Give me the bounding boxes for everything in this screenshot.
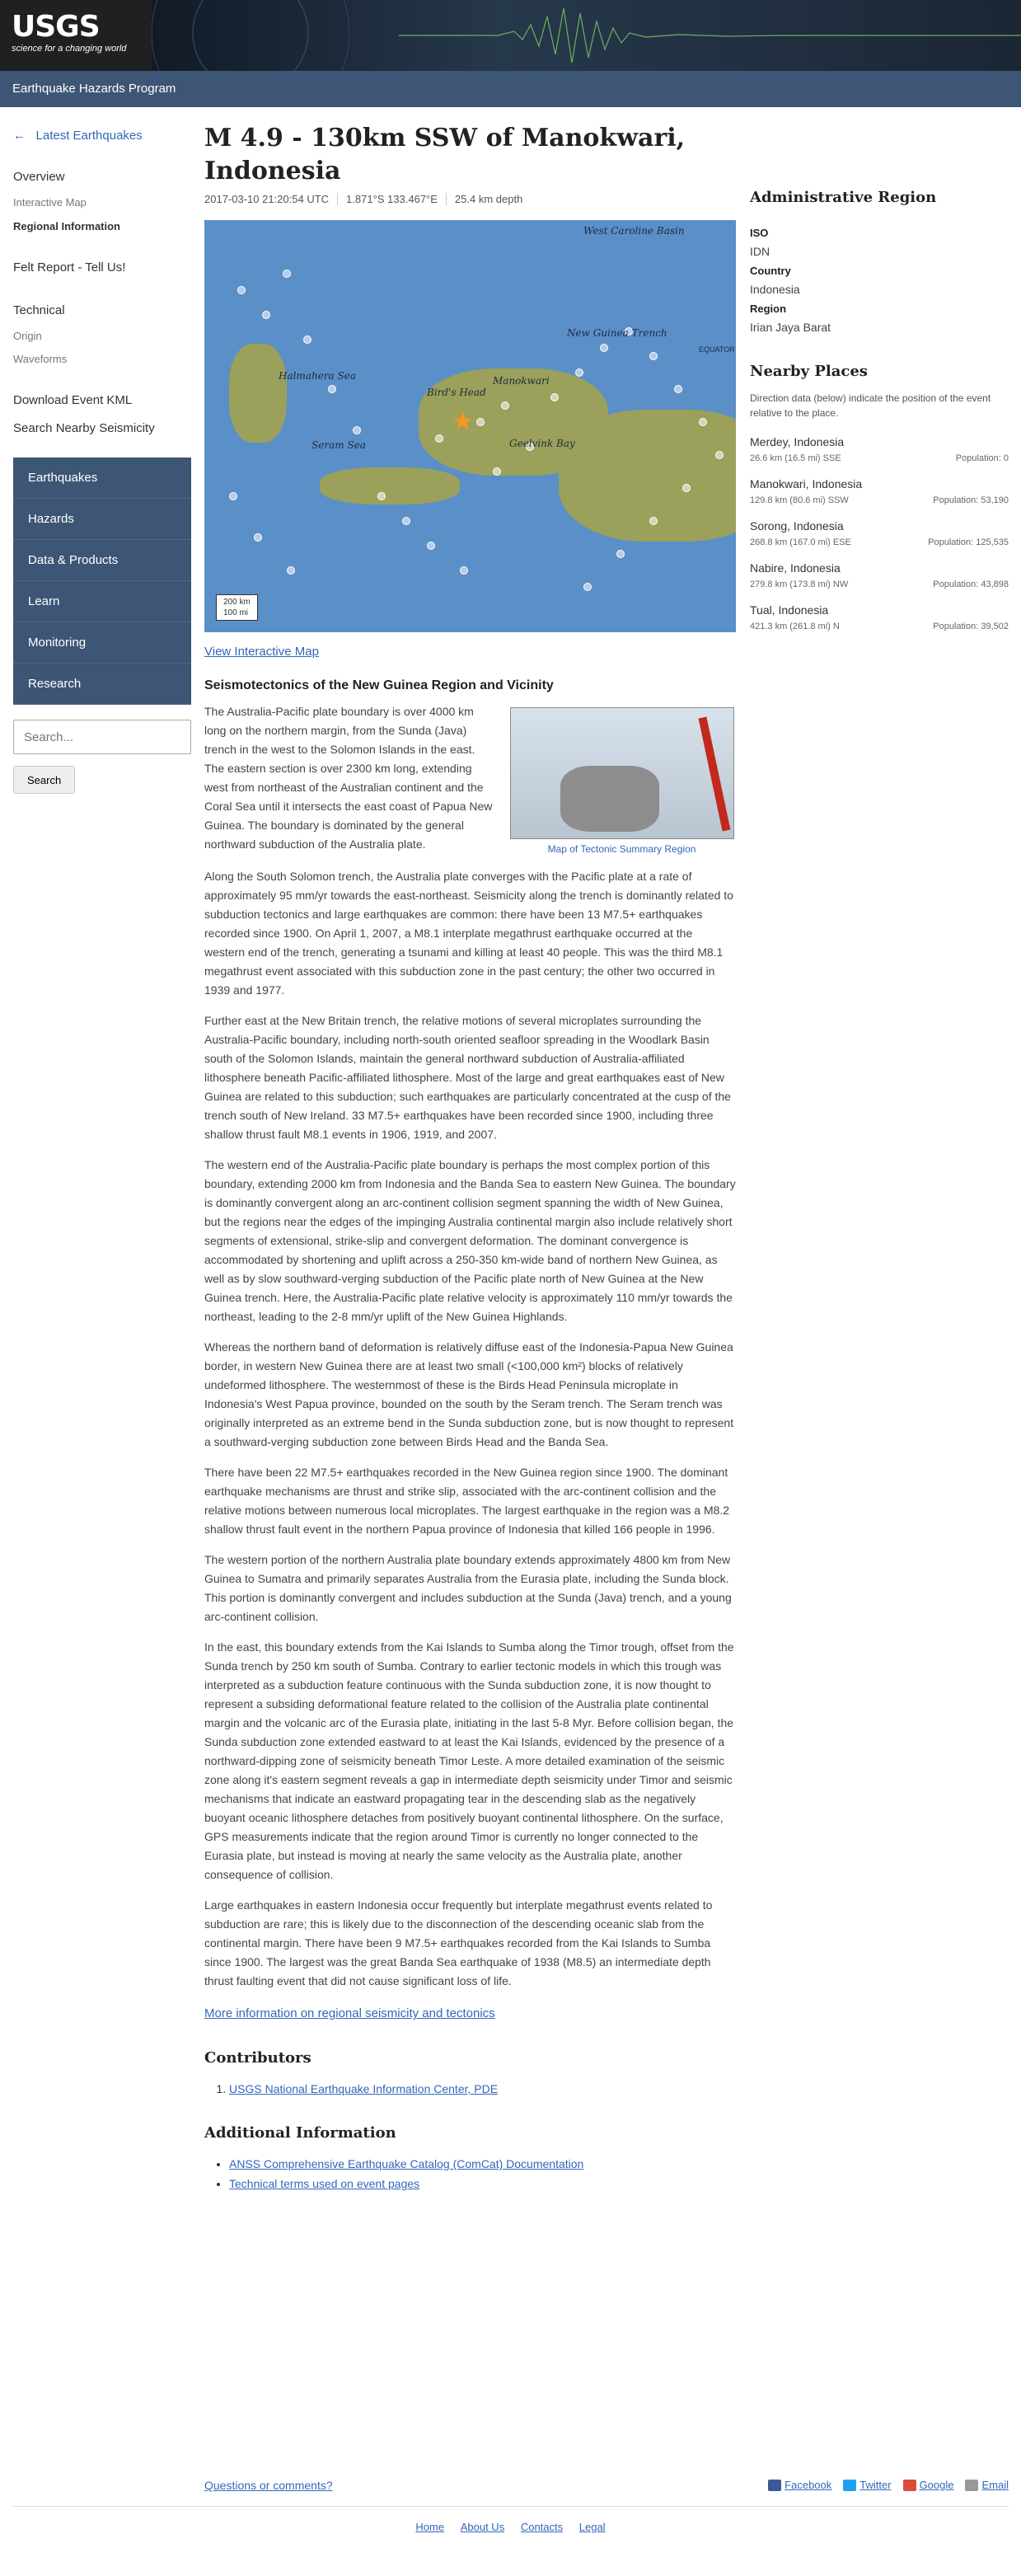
twitter-icon bbox=[843, 2480, 856, 2491]
administrative-region bbox=[750, 223, 1009, 337]
nav-research[interactable]: Research bbox=[13, 664, 191, 705]
sidebar-item-search-nearby[interactable]: Search Nearby Seismicity bbox=[13, 421, 155, 436]
place-distance: 421.3 km (261.8 mi) N bbox=[750, 621, 840, 631]
map-label-halmahera-sea: Halmahera Sea bbox=[279, 369, 357, 382]
place-population: Population: 0 bbox=[955, 453, 1009, 463]
more-information-link[interactable]: More information on regional seismicity and tectonics bbox=[204, 2006, 495, 2021]
list-item bbox=[229, 2154, 736, 2174]
additional-information-list bbox=[204, 2154, 736, 2194]
contributors-title: Contributors bbox=[204, 2049, 311, 2067]
place-population: Population: 39,502 bbox=[933, 621, 1009, 631]
regional-seismicity-map[interactable] bbox=[204, 220, 736, 632]
administrative-region-title: Administrative Region bbox=[750, 189, 937, 206]
search-button[interactable]: Search bbox=[13, 766, 75, 794]
social-links bbox=[768, 2476, 1009, 2494]
sidebar-item-interactive-map[interactable]: Interactive Map bbox=[13, 196, 87, 209]
country-label: Country bbox=[750, 264, 791, 277]
map-label-seram-sea: Seram Sea bbox=[311, 439, 366, 451]
event-coordinates: 1.871°S 133.467°E bbox=[337, 193, 446, 205]
figure-land-shape bbox=[560, 766, 659, 832]
sidebar-item-regional-information[interactable]: Regional Information bbox=[13, 219, 120, 232]
place-population: Population: 125,535 bbox=[928, 537, 1009, 547]
paragraph: In the east, this boundary extends from the Kai Islands to Sumba along the Timor trough, offset from the Sunda trench by 250 km south of Sumba. Contrary to earlier tectonic models in which this trough was interpreted as a subduction feature continuous with the Sunda subduction zone, it is now thought to represent a subsiding deformational feature related to the collision of the Australia plate continental margin and the volcanic arc of the Eurasia plate, initiating in the last 5-8 Myr. Before collision began, the Sunda subduction zone extended eastward to at least the Kai Islands, evidenced by the presence of a northward-dipping zone of seismicity beneath Timor Leste. A more detailed examination of the seismic zone along it's eastern segment reveals a gap in intermediate depth seismicity under Timor and seismic mechanisms that indicate an eastward propagating tear in the descending slab as the negatively buoyant oceanic lithosphere detaches from positively buoyant continental lithosphere. On the surface, GPS measurements indicate that the region around Timor is currently no longer connected to the Eurasia plate, but instead is moving at nearly the same velocity as the Australia plate, another consequence of collision. bbox=[204, 1640, 734, 1882]
paragraph: The western portion of the northern Australia plate boundary extends approximately 4800 km from New Guinea to Sumatra and primarily separates Australia from the Eurasia plate, including the Sunda block. This portion is dominantly convergent and includes subduction at the Sunda (Java) trench, and a young arc-continent collision. bbox=[204, 1553, 732, 1624]
additional-information-title: Additional Information bbox=[204, 2124, 396, 2142]
site-search bbox=[13, 720, 191, 794]
nav-monitoring[interactable]: Monitoring bbox=[13, 622, 191, 664]
event-meta bbox=[204, 191, 736, 209]
google-label: Google bbox=[919, 2478, 954, 2491]
event-time: 2017-03-10 21:20:54 UTC bbox=[204, 193, 330, 205]
map-land-halmahera bbox=[229, 344, 287, 443]
paragraph: The Australia-Pacific plate boundary is over 4000 km long on the northern margin, from the Sunda (Java) trench in the west to the Solomon Islands in the east. The eastern section is over 2300 km long, extending west from northeast of the Australian continent and the Coral Sea until it intersects the east coast of Papua New Guinea. The boundary is dominated by the general northward subduction of the Australia plate. bbox=[204, 705, 493, 852]
epicenter-star-icon[interactable]: ★ bbox=[452, 407, 474, 435]
map-land-seram bbox=[320, 467, 460, 504]
sidebar-item-origin[interactable]: Origin bbox=[13, 329, 42, 342]
logo-tagline: science for a changing world bbox=[12, 44, 127, 54]
usgs-logo[interactable] bbox=[12, 12, 126, 54]
list-item bbox=[750, 471, 1009, 513]
technical-terms-link[interactable]: Technical terms used on event pages bbox=[229, 2176, 420, 2190]
iso-value: IDN bbox=[750, 244, 770, 258]
page-title: M 4.9 - 130km SSW of Manokwari, Indonesia bbox=[204, 124, 686, 185]
paragraph: Whereas the northern band of deformation is relatively diffuse east of the Indonesia-Papua New Guinea border, in western New Guinea there are at least two small (<100,000 km²) blocks of relatively undeformed lithosphere. The westernmost of these is the Birds Head Peninsula microplate in Indonesia's West Papua province, bounded on the south by the Seram trench. The Seram trench was originally interpreted as an extreme bend in the Sunda subduction zone, but is now thought to represent a southward-verging subduction zone between Birds Head and the Banda Sea. bbox=[204, 1340, 734, 1449]
place-distance: 129.8 km (80.6 mi) SSW bbox=[750, 495, 849, 505]
email-icon bbox=[965, 2480, 978, 2491]
event-depth: 25.4 km depth bbox=[446, 193, 531, 205]
iso-label: ISO bbox=[750, 226, 769, 239]
footer-link-contacts[interactable]: Contacts bbox=[520, 2521, 564, 2533]
page-footer-actions bbox=[204, 2476, 1009, 2494]
site-nav bbox=[13, 457, 191, 705]
list-item bbox=[750, 597, 1009, 639]
section-intro bbox=[204, 702, 736, 856]
comcat-documentation-link[interactable]: ANSS Comprehensive Earthquake Catalog (ComCat) Documentation bbox=[229, 2156, 584, 2170]
sidebar-item-waveforms[interactable]: Waveforms bbox=[13, 353, 68, 366]
facebook-link[interactable] bbox=[768, 2476, 831, 2494]
google-icon bbox=[903, 2480, 916, 2491]
nav-data-products[interactable]: Data & Products bbox=[13, 540, 191, 581]
paragraph: There have been 22 M7.5+ earthquakes recorded in the New Guinea region since 1900. The dominant earthquake mechanisms are thrust and strike slip, associated with the arc-continent collision and the relative motions between numerous local microplates. The largest earthquake in the region was a M8.2 shallow thrust fault event in the northern Papua province of Indonesia that killed 166 people in 1996. bbox=[204, 1466, 730, 1537]
map-land-new-guinea bbox=[559, 410, 736, 542]
list-item bbox=[229, 2079, 736, 2099]
footer-link-legal[interactable]: Legal bbox=[578, 2521, 606, 2533]
place-distance: 279.8 km (173.8 mi) NW bbox=[750, 579, 849, 589]
tectonic-summary-figure[interactable] bbox=[504, 702, 739, 856]
place-name: Merdey, Indonesia bbox=[750, 434, 845, 448]
map-label-west-caroline-basin: West Caroline Basin bbox=[583, 224, 685, 237]
list-item bbox=[229, 2174, 736, 2194]
google-link[interactable] bbox=[903, 2476, 954, 2494]
twitter-link[interactable] bbox=[843, 2476, 891, 2494]
sidebar-item-overview[interactable]: Overview bbox=[13, 170, 65, 184]
sidebar-item-felt-report[interactable]: Felt Report - Tell Us! bbox=[13, 260, 126, 274]
place-population: Population: 53,190 bbox=[933, 495, 1009, 505]
country-value: Indonesia bbox=[750, 282, 800, 296]
facebook-icon bbox=[768, 2480, 781, 2491]
contributors-list bbox=[204, 2079, 736, 2099]
place-distance: 268.8 km (167.0 mi) ESE bbox=[750, 537, 851, 547]
email-label: Email bbox=[981, 2478, 1009, 2491]
place-name: Nabire, Indonesia bbox=[750, 561, 841, 575]
region-value: Irian Jaya Barat bbox=[750, 320, 831, 334]
sidebar-item-technical[interactable]: Technical bbox=[13, 303, 65, 317]
map-scale-mi: 100 mi bbox=[223, 608, 249, 617]
program-title[interactable]: Earthquake Hazards Program bbox=[0, 71, 1021, 107]
paragraph: Further east at the New Britain trench, the relative motions of several microplates surrounding the Australia-Pacific boundary, including north-south oriented seafloor spreading in the Woodlark Basin south of the Solomon Islands, maintain the general northward subduction of Australia-affiliated lithosphere beneath Pacific-affiliated lithosphere. Most of the large and great earthquakes east of New Guinea are related to this subduction; such earthquakes are particularly concentrated at the cusp of the trench south of New Ireland. 33 M7.5+ earthquakes have been recorded since 1900, including three shallow thrust fault M8.1 events in 1906, 1919, and 2007. bbox=[204, 1014, 731, 1142]
map-scale bbox=[216, 594, 258, 621]
figure-caption[interactable]: Map of Tectonic Summary Region bbox=[547, 843, 696, 856]
map-scale-km: 200 km bbox=[223, 597, 251, 607]
back-link-label: Latest Earthquakes bbox=[35, 129, 143, 143]
twitter-label: Twitter bbox=[859, 2478, 892, 2491]
paragraph: Large earthquakes in eastern Indonesia occur frequently but interplate megathrust events related to subduction are rare; this is likely due to the disconnection of the descending oceanic slab from the continental margin. There have been 9 M7.5+ earthquakes recorded from the Kai Islands to Sumba since 1900. The largest was the great Banda Sea earthquake of 1938 (M8.5) an intermediate depth thrust faulting event that did not cause significant loss of life. bbox=[204, 1898, 713, 1988]
paragraph: The western end of the Australia-Pacific plate boundary is perhaps the most complex portion of this boundary, extending 2000 km from Indonesia and the Banda Sea to eastern New Guinea. The boundary is dominantly convergent along an arc-continent collision segment spanning the width of New Guinea, but the regions near the edges of the impinging Australia continental margin also include relatively short segments of extensional, strike-slip and convergent deformation. The dominant convergence is accommodated by shortening and uplift across a 250-350 km-wide band of northern New Guinea, as well as by slow southward-verging subduction of the Pacific plate north of New Guinea at the New Guinea trench. Here, the Australia-Pacific plate relative velocity is approximately 110 mm/yr towards the northeast, leading to the 2-8 mm/yr uplift of the New Guinea Highlands. bbox=[204, 1158, 736, 1324]
site-header bbox=[0, 0, 1021, 71]
footer-link-home[interactable]: Home bbox=[415, 2521, 445, 2533]
map-label-new-guinea-trench: New Guinea Trench bbox=[567, 326, 667, 339]
site-footer bbox=[0, 2519, 1021, 2536]
seismogram-banner bbox=[152, 0, 1021, 71]
place-population: Population: 43,898 bbox=[933, 579, 1009, 589]
back-link-latest-earthquakes[interactable] bbox=[13, 122, 191, 150]
facebook-label: Facebook bbox=[784, 2478, 832, 2491]
sidebar-item-download-kml[interactable]: Download Event KML bbox=[13, 393, 133, 408]
list-item bbox=[750, 513, 1009, 555]
list-item bbox=[750, 555, 1009, 597]
map-label-birds-head: Bird's Head bbox=[427, 386, 486, 398]
place-name: Tual, Indonesia bbox=[750, 603, 829, 617]
nav-learn[interactable]: Learn bbox=[13, 581, 191, 622]
back-arrow-icon: ← bbox=[13, 129, 26, 143]
contributor-link[interactable]: USGS National Earthquake Information Center, PDE bbox=[229, 2082, 499, 2096]
questions-link[interactable]: Questions or comments? bbox=[204, 2479, 333, 2492]
nearby-places-intro: Direction data (below) indicate the position of the event relative to the place. bbox=[750, 392, 991, 419]
main-content bbox=[204, 122, 736, 2194]
email-link[interactable] bbox=[965, 2476, 1009, 2494]
right-column bbox=[750, 186, 1009, 639]
map-label-equator: EQUATOR bbox=[699, 345, 735, 354]
logo-wordmark: USGS bbox=[12, 10, 100, 44]
place-distance: 26.6 km (16.5 mi) SSE bbox=[750, 453, 841, 463]
place-name: Manokwari, Indonesia bbox=[750, 476, 863, 490]
paragraph: Along the South Solomon trench, the Australia plate converges with the Pacific plate at a rate of approximately 95 mm/yr towards the east-northeast. Seismicity along the trench is dominantly related to subduction tectonics and large earthquakes are common: there have been 13 M7.5+ earthquakes recorded since 1900. On April 1, 2007, a M8.1 interplate megathrust earthquake occurred at the western end of the trench, generating a tsunami and killing at least 40 people. This was the third M8.1 megathrust event associated with this subduction zone in the past century; the other two occurred in 1939 and 1977. bbox=[204, 870, 733, 997]
view-interactive-map-link[interactable]: View Interactive Map bbox=[204, 644, 319, 659]
region-label: Region bbox=[750, 302, 787, 315]
search-input[interactable] bbox=[13, 720, 191, 754]
nearby-places-title: Nearby Places bbox=[750, 362, 868, 380]
map-label-manokwari: Manokwari bbox=[493, 374, 550, 387]
list-item bbox=[750, 429, 1009, 471]
map-label-geelvink-bay: Geelvink Bay bbox=[509, 437, 575, 449]
footer-divider bbox=[13, 2506, 1009, 2507]
place-name: Sorong, Indonesia bbox=[750, 518, 844, 533]
tectonic-summary-map[interactable] bbox=[510, 707, 734, 839]
sidebar bbox=[13, 122, 191, 794]
seismogram-graphic bbox=[152, 0, 1021, 71]
nav-hazards[interactable]: Hazards bbox=[13, 499, 191, 540]
nav-earthquakes[interactable]: Earthquakes bbox=[13, 457, 191, 499]
section-title: Seismotectonics of the New Guinea Region and Vicinity bbox=[204, 678, 554, 692]
footer-link-about-us[interactable]: About Us bbox=[460, 2521, 505, 2533]
